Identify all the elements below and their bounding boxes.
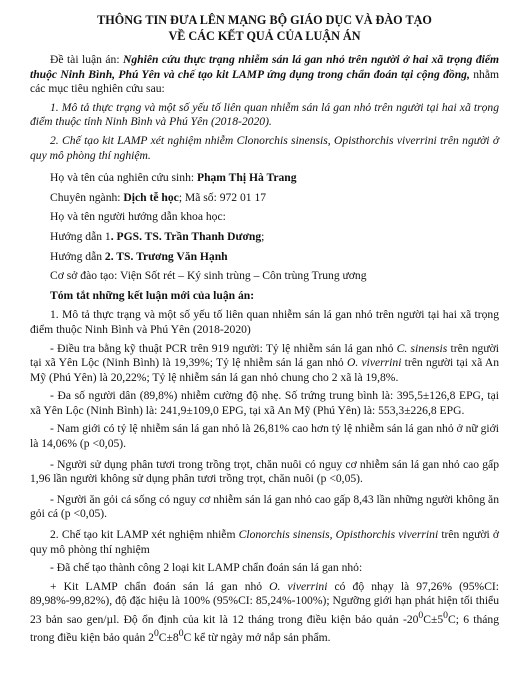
student-name: Phạm Thị Hà Trang [196, 171, 297, 185]
document-title [30, 12, 499, 44]
topic-tail: nhằm các mục tiêu nghiên cứu sau: [30, 67, 500, 96]
finding-gender: - Nam giới có tỷ lệ nhiễm sán lá gan nhỏ là 26,81% cao hơn tỷ lệ nhiễm sán lá gan nhỏ ở nữ giới là 14,06% (p <0,05). [30, 422, 499, 451]
major-name: Dịch tễ học [123, 190, 179, 204]
objective-2: 2. Chế tạo kit LAMP xét nghiệm nhiễm Clonorchis sinensis, Opisthorchis viverrini trên người ở quy mô phòng thí nghiệm. [30, 133, 500, 162]
finding-kits: - Đã chế tạo thành công 2 loại kit LAMP chẩn đoán sán lá gan nhỏ: [50, 561, 363, 575]
summary-heading: Tóm tắt những kết luận mới của luận án: [50, 288, 255, 302]
summary-section-1-title: 1. Mô tả thực trạng và một số yếu tố liên quan nhiễm sán lá gan nhỏ trên người tại hai xã trọng điểm thuộc Ninh Bình và Phú Yên (2018-2020) [30, 308, 499, 336]
finding-raw-fish: - Người ăn gỏi cá sống có nguy cơ nhiễm sán lá gan nhỏ cao gấp 8,43 lần những người không ăn gỏi cá (p <0,05). [30, 492, 499, 521]
advisor-1-line: Hướng dẫn 1. PGS. TS. Trần Thanh Dương; [50, 229, 265, 243]
advisor-1-name: . PGS. TS. Trần Thanh Dương [110, 229, 262, 243]
finding-intensity: - Đa số người dân (89,8%) nhiễm cường độ nhẹ. Số trứng trung bình là: 395,5±126,8 EPG, tại xã Yên Lộc (Ninh Bình) là: 241,9±109,0 EPG, tại xã An Mỹ (Phú Yên) là: 553,3±226,8 EPG. [30, 389, 499, 417]
advisor-2-line: Hướng dẫn 2. TS. Trương Văn Hạnh [50, 249, 228, 263]
topic-name: Nghiên cứu thực trạng nhiễm sán lá gan nhỏ trên người ở hai xã trọng điểm thuộc Ninh Bình, Phú Yên và chế tạo kit LAMP ứng dụng trong chẩn đoán tại cộng đồng, [30, 53, 499, 81]
student-line: Họ và tên của nghiên cứu sinh: Phạm Thị Hà Trang [50, 171, 297, 185]
summary-section-2-title: 2. Chế tạo kit LAMP xét nghiệm nhiễm Clonorchis sinensis, Opisthorchis viverrini trên người ở quy mô phòng thí nghiệm [30, 528, 499, 556]
advisor-2-name: 2. TS. Trương Văn Hạnh [104, 249, 228, 263]
finding-fertilizer: - Người sử dụng phân tươi trong trồng trọt, chăn nuôi có nguy cơ nhiễm sán lá gan nhỏ cao gấp 1,96 lần người không sử dụng phân tươi trồng trọt, chăn nuôi (p <0,05). [30, 457, 499, 486]
title-line-2: VỀ CÁC KẾT QUẢ CỦA LUẬN ÁN [168, 29, 361, 43]
finding-pcr: - Điều tra bằng kỹ thuật PCR trên 919 người: Tỷ lệ nhiễm sán lá gan nhỏ C. sinensis trên người tại xã Yên Lộc (Ninh Bình) là 19,39%; Tỷ lệ nhiễm sán lá gan nhỏ O. viverrini trên người tại xã An Mỹ (Phú Yên) là 20,22%; Tỷ lệ nhiễm sán lá gan nhỏ chung cho 2 xã là 19,8%. [30, 341, 499, 384]
topic-paragraph [30, 53, 499, 97]
title-line-1: THÔNG TIN ĐƯA LÊN MẠNG BỘ GIÁO DỤC VÀ ĐÀO TẠO [97, 13, 432, 27]
major-line: Chuyên ngành: Dịch tễ học; Mã số: 972 01 17 [50, 190, 267, 204]
finding-kit-performance: + Kit LAMP chẩn đoán sán lá gan nhỏ O. viverrini có độ nhạy là 97,26% (95%CI: 89,98%-99,82%), độ đặc hiệu là 100% (95%CI: 85,24%-100%); Ngưỡng giới hạn phát hiện tối thiểu 23 bản sao gen/µl. Độ ổn định của kit là 12 tháng trong điều kiện bảo quản $-20^0C\pm 5^0C$; 6 tháng trong điều kiện bảo quản $2^0C\pm 8^0C$ kể từ ngày mở nắp sản phẩm. [30, 579, 500, 645]
topic-label: Đề tài luận án: [50, 53, 123, 66]
institution-line: Cơ sở đào tạo: Viện Sốt rét – Ký sinh trùng – Côn trùng Trung ương [50, 269, 367, 283]
advisors-label: Họ và tên người hướng dẫn khoa học: [50, 210, 226, 224]
objective-1: 1. Mô tả thực trạng và một số yếu tố liên quan nhiễm sán lá gan nhỏ trên người tại hai xã trọng điểm thuộc tỉnh Ninh Bình và Phú Yên (2018-2020). [30, 100, 499, 129]
